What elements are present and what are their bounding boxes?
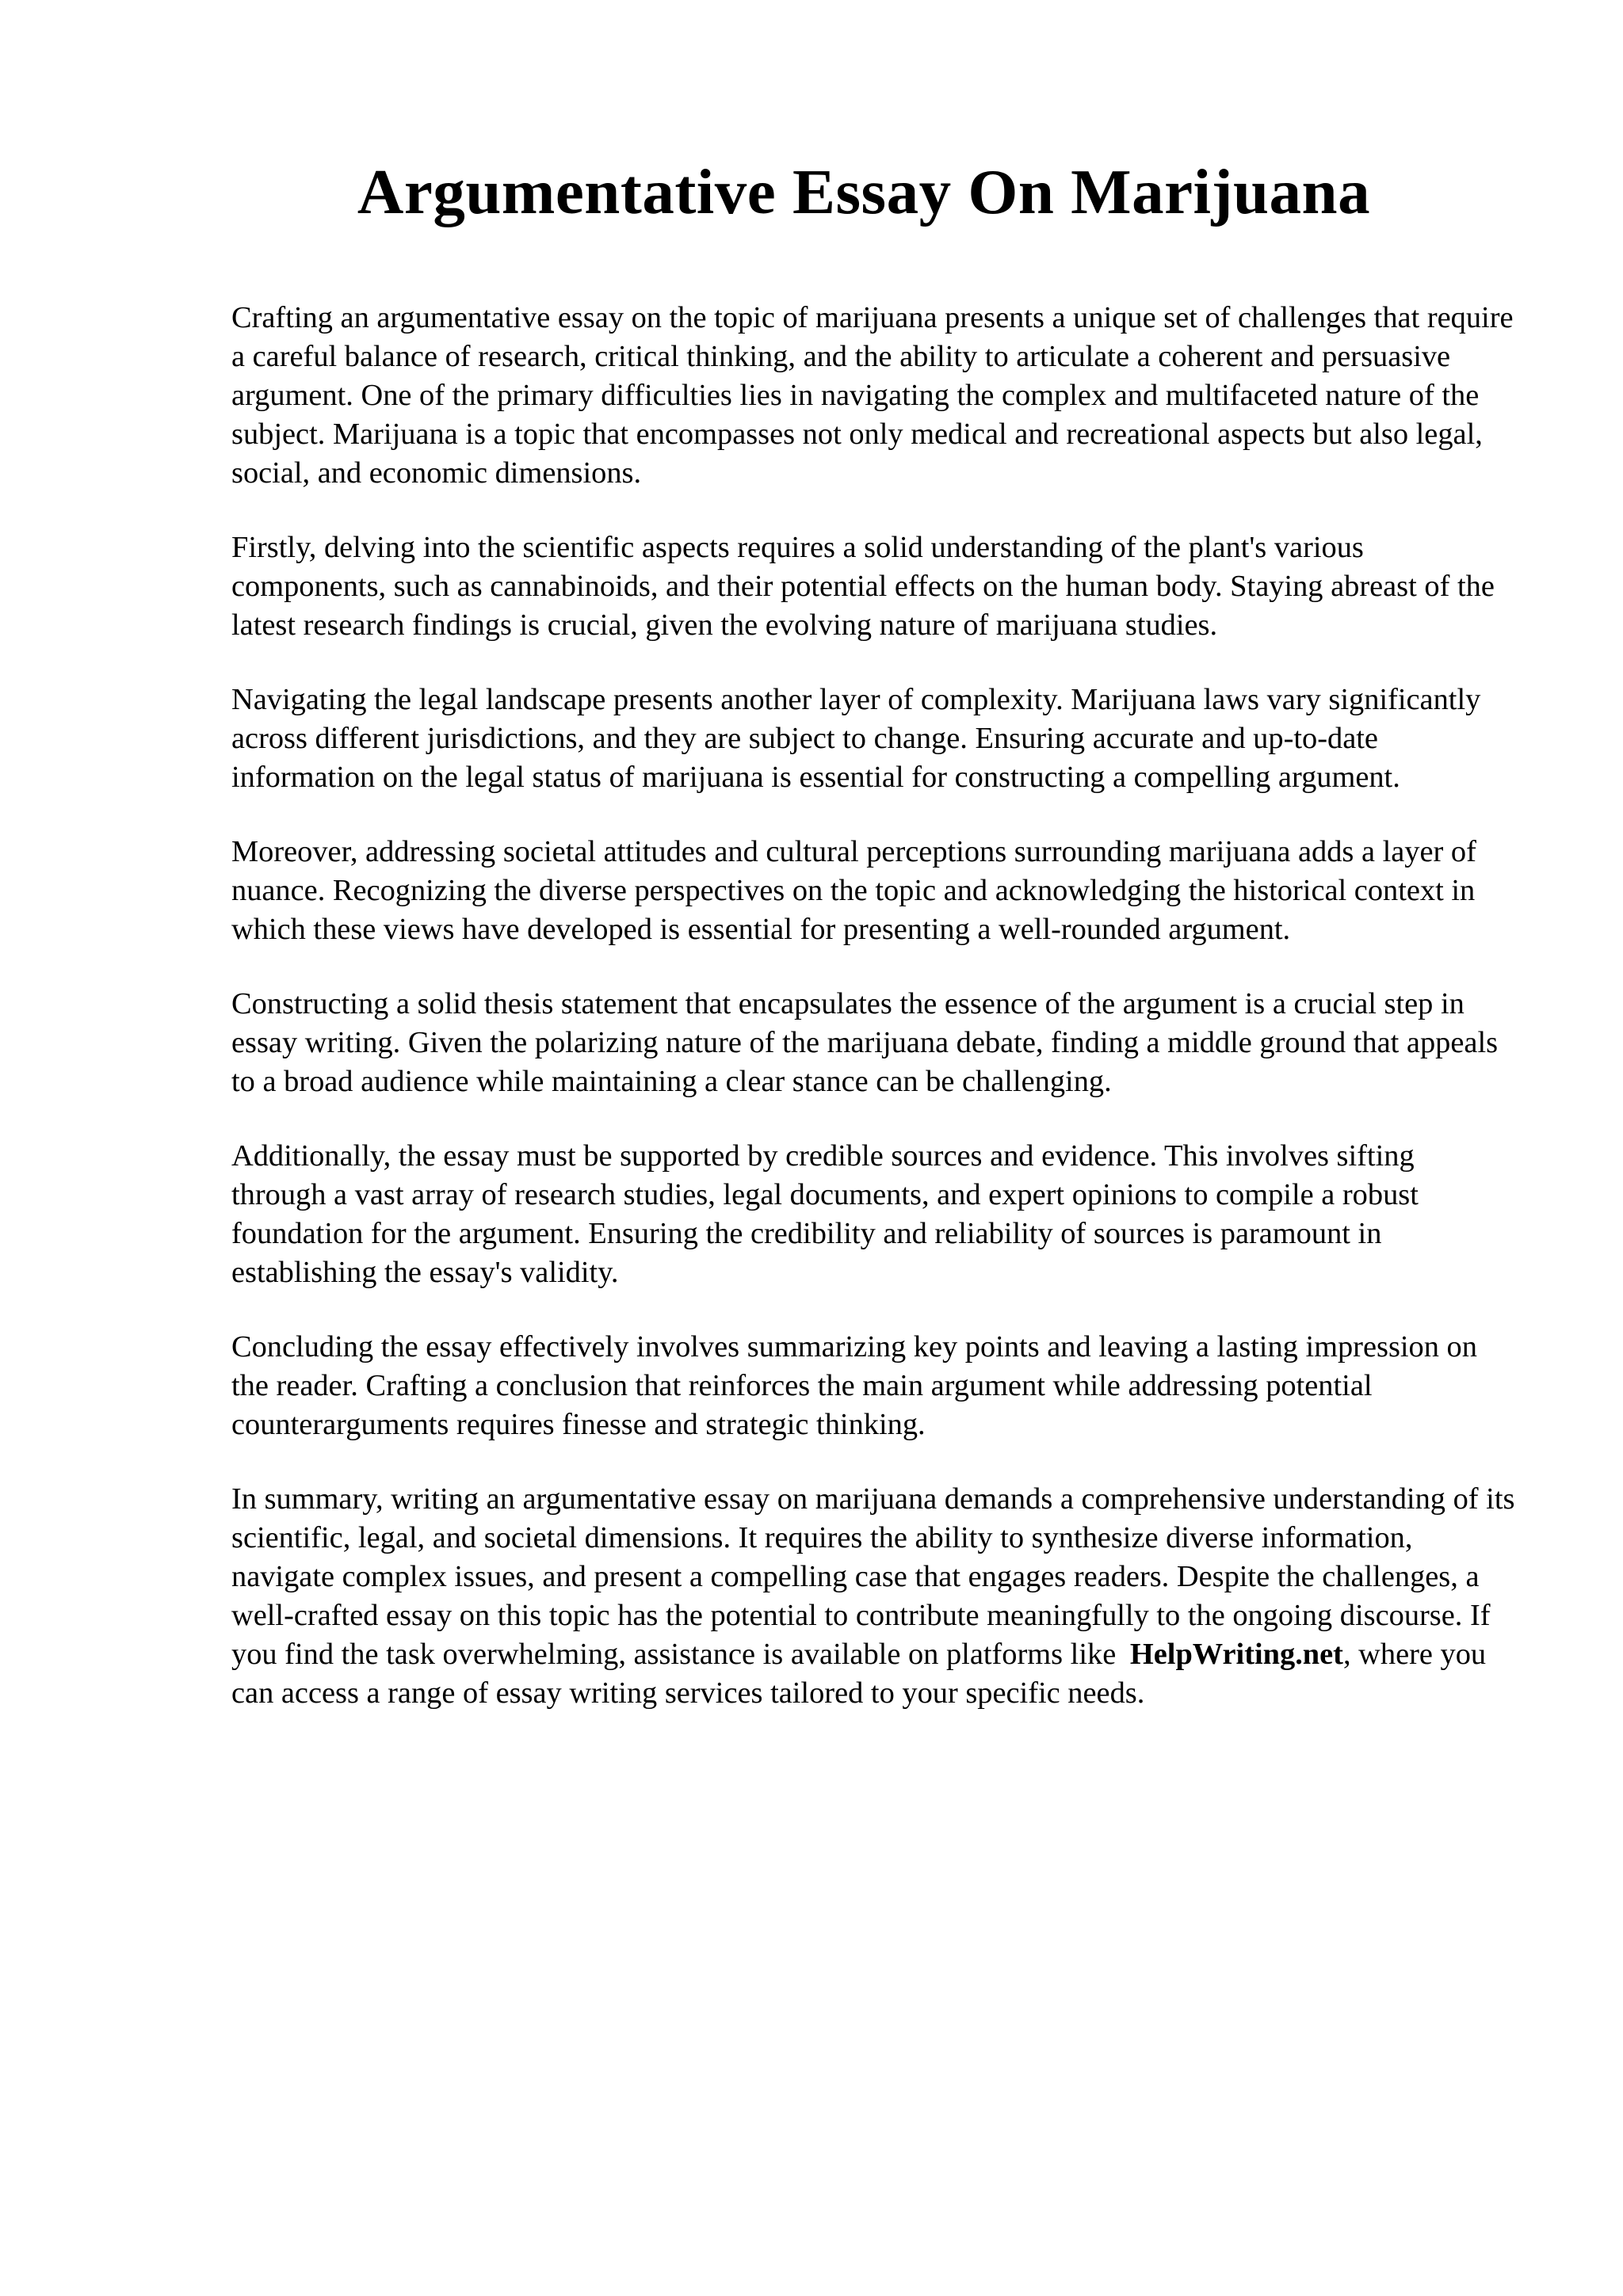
helpwriting-link[interactable]: HelpWriting.net (1129, 1638, 1343, 1671)
paragraph-4: Moreover, addressing societal attitudes and cultural perceptions surrounding marijuana adds a layer of nuance. Recognizing the diverse perspectives on the topic and acknowledging the historical context in which these views have developed is essential for presenting a well-rounded argument. (231, 835, 1476, 946)
paragraph-3: Navigating the legal landscape presents another layer of complexity. Marijuana laws vary significantly across different jurisdictions, and they are subject to change. Ensuring accurate and up-to-date information on the legal status of marijuana is essential for constructing a compelling argument. (231, 683, 1481, 794)
paragraph-7: Concluding the essay effectively involves summarizing key points and leaving a lasting impression on the reader. Crafting a conclusion that reinforces the main argument while addressing potential counterarguments requires finesse and strategic thinking. (231, 1330, 1477, 1441)
paragraph-8-text-after: , where you can access a range of essay writing services tailored to your specific needs. (231, 1638, 1487, 1710)
paragraph-1: Crafting an argumentative essay on the topic of marijuana presents a unique set of challenges that require a careful balance of research, critical thinking, and the ability to articulate a coherent and persuasive argument. One of the primary difficulties lies in navigating the complex and multifaceted nature of the subject. Marijuana is a topic that encompasses not only medical and recreational aspects but also legal, social, and economic dimensions. (231, 301, 1514, 490)
paragraph-6: Additionally, the essay must be supported by credible sources and evidence. This involves sifting through a vast array of research studies, legal documents, and expert opinions to compile a robust foundation for the argument. Ensuring the credibility and reliability of sources is paramount in establishing the essay's validity. (231, 1139, 1419, 1289)
paragraph-8 (231, 1480, 1515, 1713)
paragraph-8-text-before: In summary, writing an argumentative essay on marijuana demands a comprehensive understanding of its scientific, legal, and societal dimensions. It requires the ability to synthesize diverse information, navigate complex issues, and present a compelling case that engages readers. Despite the challenges, a well-crafted essay on this topic has the potential to contribute meaningfully to the ongoing discourse. If you find the task overwhelming, assistance is available on platforms like (231, 1482, 1515, 1671)
document-title: Argumentative Essay On Marijuana (357, 156, 1371, 227)
paragraph-5: Constructing a solid thesis statement that encapsulates the essence of the argument is a crucial step in essay writing. Given the polarizing nature of the marijuana debate, finding a middle ground that appeals to a broad audience while maintaining a clear stance can be challenging. (231, 987, 1499, 1098)
paragraph-2: Firstly, delving into the scientific aspects requires a solid understanding of the plant's various components, such as cannabinoids, and their potential effects on the human body. Staying abreast of the latest research findings is crucial, given the evolving nature of marijuana studies. (231, 531, 1495, 642)
document-body (231, 299, 1515, 1749)
